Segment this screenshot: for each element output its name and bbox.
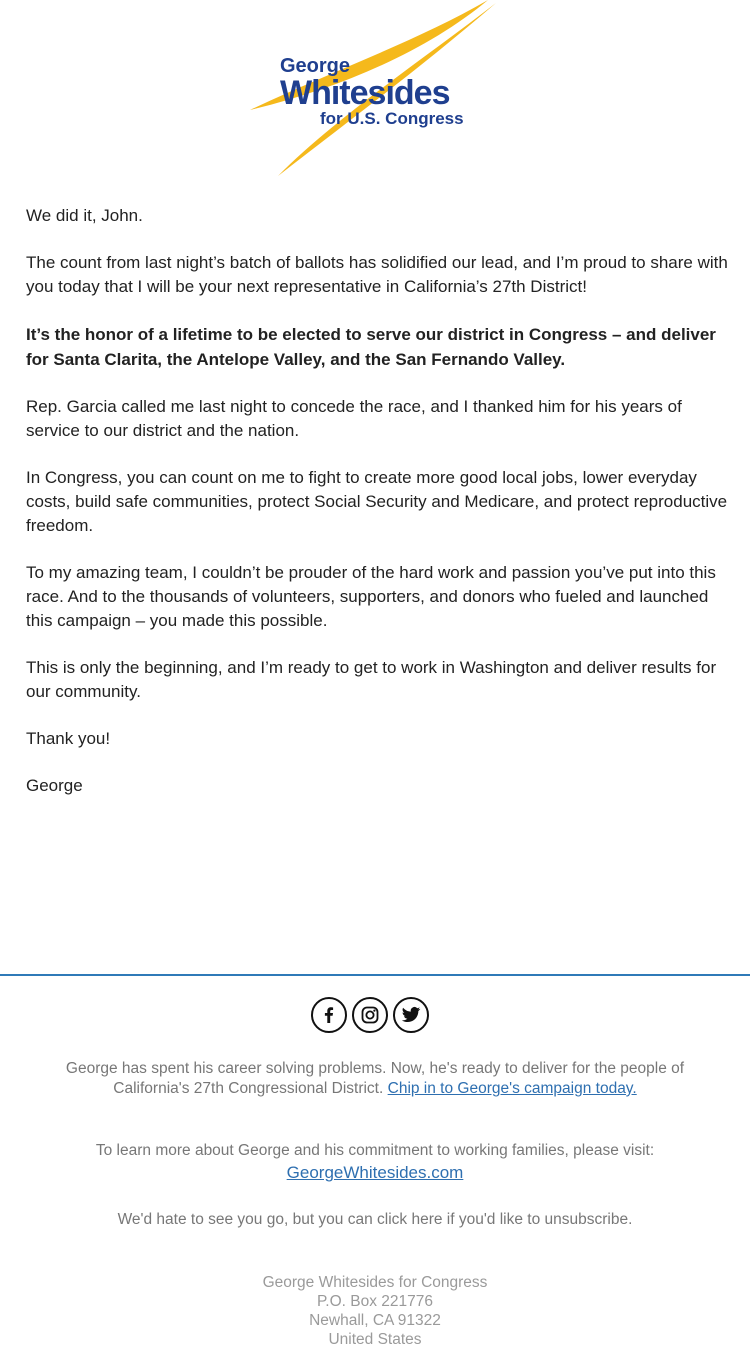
- learn-more-text: To learn more about George and his commitment to working families, please visit:: [95, 1142, 655, 1159]
- logo-name-first: George: [280, 55, 351, 77]
- twitter-icon: [401, 1005, 421, 1025]
- footer-about: [60, 1059, 690, 1099]
- instagram-link[interactable]: [352, 997, 388, 1033]
- logo-name-last: Whitesides: [280, 74, 450, 112]
- campaign-logo: [250, 0, 498, 178]
- social-links: [311, 997, 429, 1033]
- website-link[interactable]: GeorgeWhitesides.com: [286, 1163, 464, 1182]
- paragraph-beginning: This is only the beginning, and I’m ready to get to work in Washington and deliver results for our community.: [26, 658, 717, 701]
- email-body: [26, 204, 736, 821]
- closing-thanks: Thank you!: [26, 729, 111, 748]
- logo-tagline: for U.S. Congress: [320, 109, 464, 128]
- address-country: United States: [328, 1331, 422, 1348]
- paragraph-concession: Rep. Garcia called me last night to concede the race, and I thanked him for his years of service to our district and the nation.: [26, 397, 682, 440]
- paragraph-thanks-team: To my amazing team, I couldn’t be prouder of the hard work and passion you’ve put into this race. And to the thousands of volunteers, supporters, and donors who fueled and launched this campaign – you made this possible.: [26, 563, 716, 630]
- chip-in-link[interactable]: Chip in to George's campaign today.: [387, 1080, 637, 1097]
- unsubscribe-text[interactable]: We'd hate to see you go, but you can click here if you'd like to unsubscribe.: [117, 1211, 633, 1228]
- mailing-address: [0, 1273, 750, 1349]
- signature: George: [26, 776, 83, 795]
- paragraph-priorities: In Congress, you can count on me to fight to create more good local jobs, lower everyday costs, build safe communities, protect Social Security and Medicare, and protect reproductive freedom.: [26, 468, 728, 535]
- paragraph-lead: The count from last night’s batch of ballots has solidified our lead, and I’m proud to share with you today that I will be your next representative in California’s 27th District!: [26, 253, 728, 296]
- address-po-box: P.O. Box 221776: [316, 1293, 434, 1310]
- address-city: Newhall, CA 91322: [309, 1312, 441, 1329]
- logo-swoosh: [250, 0, 498, 178]
- facebook-icon: [319, 1005, 339, 1025]
- greeting: We did it, John.: [26, 206, 143, 225]
- footer-about-text: George has spent his career solving problems. Now, he's ready to deliver for the people of California's 27th Congressional District.: [65, 1060, 685, 1097]
- paragraph-highlight: It’s the honor of a lifetime to be elected to serve our district in Congress – and deliver for Santa Clarita, the Antelope Valley, and the San Fernando Valley.: [26, 325, 716, 369]
- address-org: George Whitesides for Congress: [262, 1274, 488, 1291]
- footer-learn-more: [60, 1141, 690, 1185]
- instagram-icon: [360, 1005, 380, 1025]
- facebook-link[interactable]: [311, 997, 347, 1033]
- twitter-link[interactable]: [393, 997, 429, 1033]
- footer-divider: [0, 974, 750, 976]
